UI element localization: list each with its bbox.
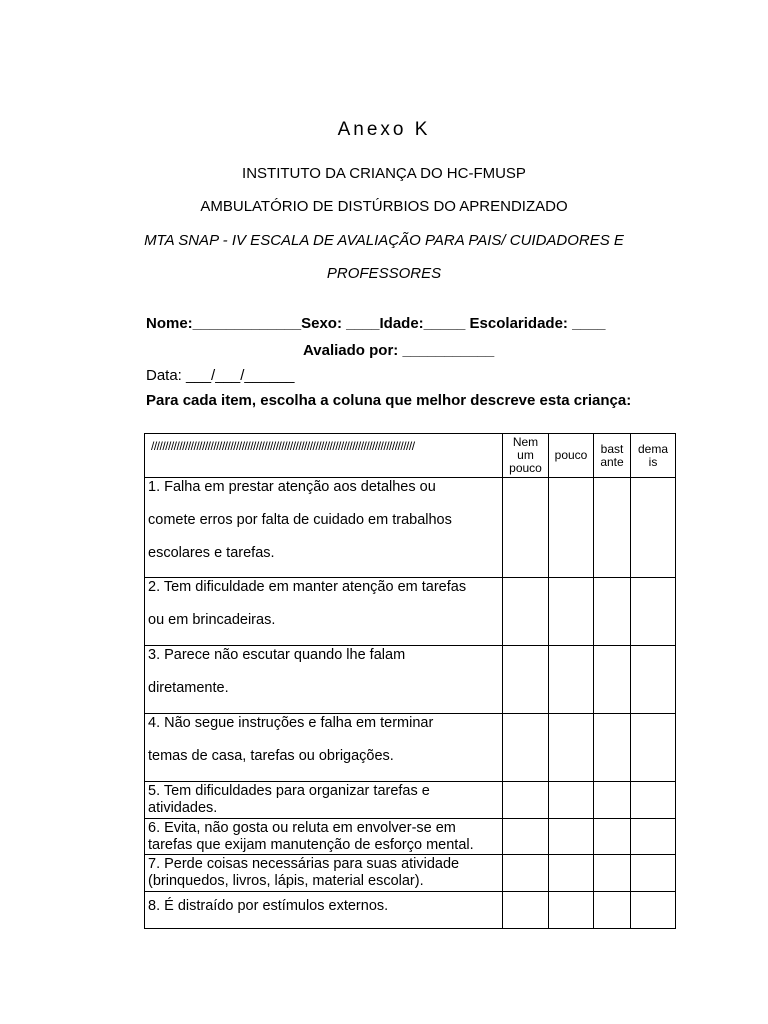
column-header-nem-um-pouco [503, 434, 549, 478]
column-header-demais [631, 434, 676, 478]
item-text-5 [145, 782, 503, 819]
column-header-line: pouco [554, 448, 588, 462]
answer-cell-nem-um-pouco[interactable] [503, 819, 549, 855]
answer-cell-nem-um-pouco[interactable] [503, 782, 549, 819]
item-line: 2. Tem dificuldade em manter atenção em tarefas [148, 579, 467, 595]
answer-cell-bastante[interactable] [594, 646, 631, 714]
column-header-line: Nem [512, 435, 539, 449]
answer-cell-bastante[interactable] [594, 892, 631, 929]
answer-cell-nem-um-pouco[interactable] [503, 478, 549, 578]
table-header-row [145, 434, 676, 478]
item-line: comete erros por falta de cuidado em trabalhos [148, 512, 452, 528]
table-row [145, 646, 676, 714]
answer-cell-demais[interactable] [631, 478, 676, 578]
item-text-1 [145, 478, 503, 578]
column-header-line: pouco [509, 461, 542, 475]
institution-name: INSTITUTO DA CRIANÇA DO HC-FMUSP [242, 165, 526, 182]
column-header-line: um [517, 448, 534, 462]
answer-cell-bastante[interactable] [594, 578, 631, 646]
column-header-line: ante [600, 454, 624, 469]
table-row [145, 782, 676, 819]
table-row [145, 578, 676, 646]
answer-cell-demais[interactable] [631, 855, 676, 892]
item-line: 4. Não segue instruções e falha em terminar [148, 715, 434, 731]
item-line: tarefas que exijam manutenção de esforço mental. [148, 837, 474, 853]
item-line: escolares e tarefas. [148, 545, 275, 561]
answer-cell-nem-um-pouco[interactable] [503, 892, 549, 929]
item-line: 6. Evita, não gosta ou reluta em envolver-se em [148, 820, 456, 836]
table-row [145, 855, 676, 892]
item-line: diretamente. [148, 680, 229, 696]
item-line: 7. Perde coisas necessárias para suas atividade [148, 856, 460, 872]
item-text-3 [145, 646, 503, 714]
answer-cell-bastante[interactable] [594, 782, 631, 819]
column-header-line: is [648, 454, 658, 469]
answer-cell-pouco[interactable] [549, 892, 594, 929]
answer-cell-bastante[interactable] [594, 855, 631, 892]
answer-cell-nem-um-pouco[interactable] [503, 578, 549, 646]
answer-cell-pouco[interactable] [549, 478, 594, 578]
table-row [145, 892, 676, 929]
column-header-line: dema [637, 441, 669, 456]
answer-cell-pouco[interactable] [549, 646, 594, 714]
table-row [145, 478, 676, 578]
item-line: ou em brincadeiras. [148, 612, 276, 628]
name-sex-age-schooling-field: Nome:_____________Sexo: ____Idade:_____ Escolaridade: ____ [146, 315, 606, 332]
scale-title-line-1: MTA SNAP - IV ESCALA DE AVALIAÇÃO PARA PAIS/ CUIDADORES E [144, 232, 624, 249]
item-text-4 [145, 714, 503, 782]
answer-cell-bastante[interactable] [594, 478, 631, 578]
answer-cell-bastante[interactable] [594, 714, 631, 782]
ambulatory-name: AMBULATÓRIO DE DISTÚRBIOS DO APRENDIZADO [200, 198, 568, 215]
answer-cell-bastante[interactable] [594, 819, 631, 855]
item-line: atividades. [148, 800, 218, 816]
answer-cell-pouco[interactable] [549, 714, 594, 782]
item-text-6 [145, 819, 503, 855]
item-text-2 [145, 578, 503, 646]
item-line: (brinquedos, livros, lápis, material escolar). [148, 873, 424, 889]
date-field: Data: ___/___/______ [146, 367, 295, 384]
scale-title-line-2: PROFESSORES [326, 265, 442, 282]
answer-cell-nem-um-pouco[interactable] [503, 646, 549, 714]
answer-cell-demais[interactable] [631, 819, 676, 855]
item-line: 3. Parece não escutar quando lhe falam [148, 647, 406, 663]
answer-cell-pouco[interactable] [549, 819, 594, 855]
item-line: 8. É distraído por estímulos externos. [148, 898, 389, 914]
column-header-line: bast [600, 441, 624, 456]
hatched-header-cell: ///////////////////////////////////////////////////////////////////////////////////////////// [145, 434, 503, 478]
item-line: temas de casa, tarefas ou obrigações. [148, 748, 394, 764]
instruction-text: Para cada item, escolha a coluna que melhor descreve esta criança: [146, 392, 632, 409]
evaluated-by-field: Avaliado por: ___________ [303, 342, 495, 359]
answer-cell-demais[interactable] [631, 892, 676, 929]
answer-cell-pouco[interactable] [549, 782, 594, 819]
answer-cell-demais[interactable] [631, 782, 676, 819]
table-row [145, 819, 676, 855]
answer-cell-pouco[interactable] [549, 578, 594, 646]
item-line: 1. Falha em prestar atenção aos detalhes ou [148, 479, 436, 495]
answer-cell-nem-um-pouco[interactable] [503, 855, 549, 892]
table-row [145, 714, 676, 782]
column-header-pouco [549, 434, 594, 478]
snap-rating-table [144, 433, 676, 929]
answer-cell-nem-um-pouco[interactable] [503, 714, 549, 782]
item-text-7 [145, 855, 503, 892]
answer-cell-demais[interactable] [631, 646, 676, 714]
column-header-bastante [594, 434, 631, 478]
answer-cell-demais[interactable] [631, 714, 676, 782]
item-text-8 [145, 892, 503, 929]
item-line: 5. Tem dificuldades para organizar tarefas e [148, 783, 430, 799]
answer-cell-demais[interactable] [631, 578, 676, 646]
annex-title: Anexo K [337, 119, 431, 140]
answer-cell-pouco[interactable] [549, 855, 594, 892]
